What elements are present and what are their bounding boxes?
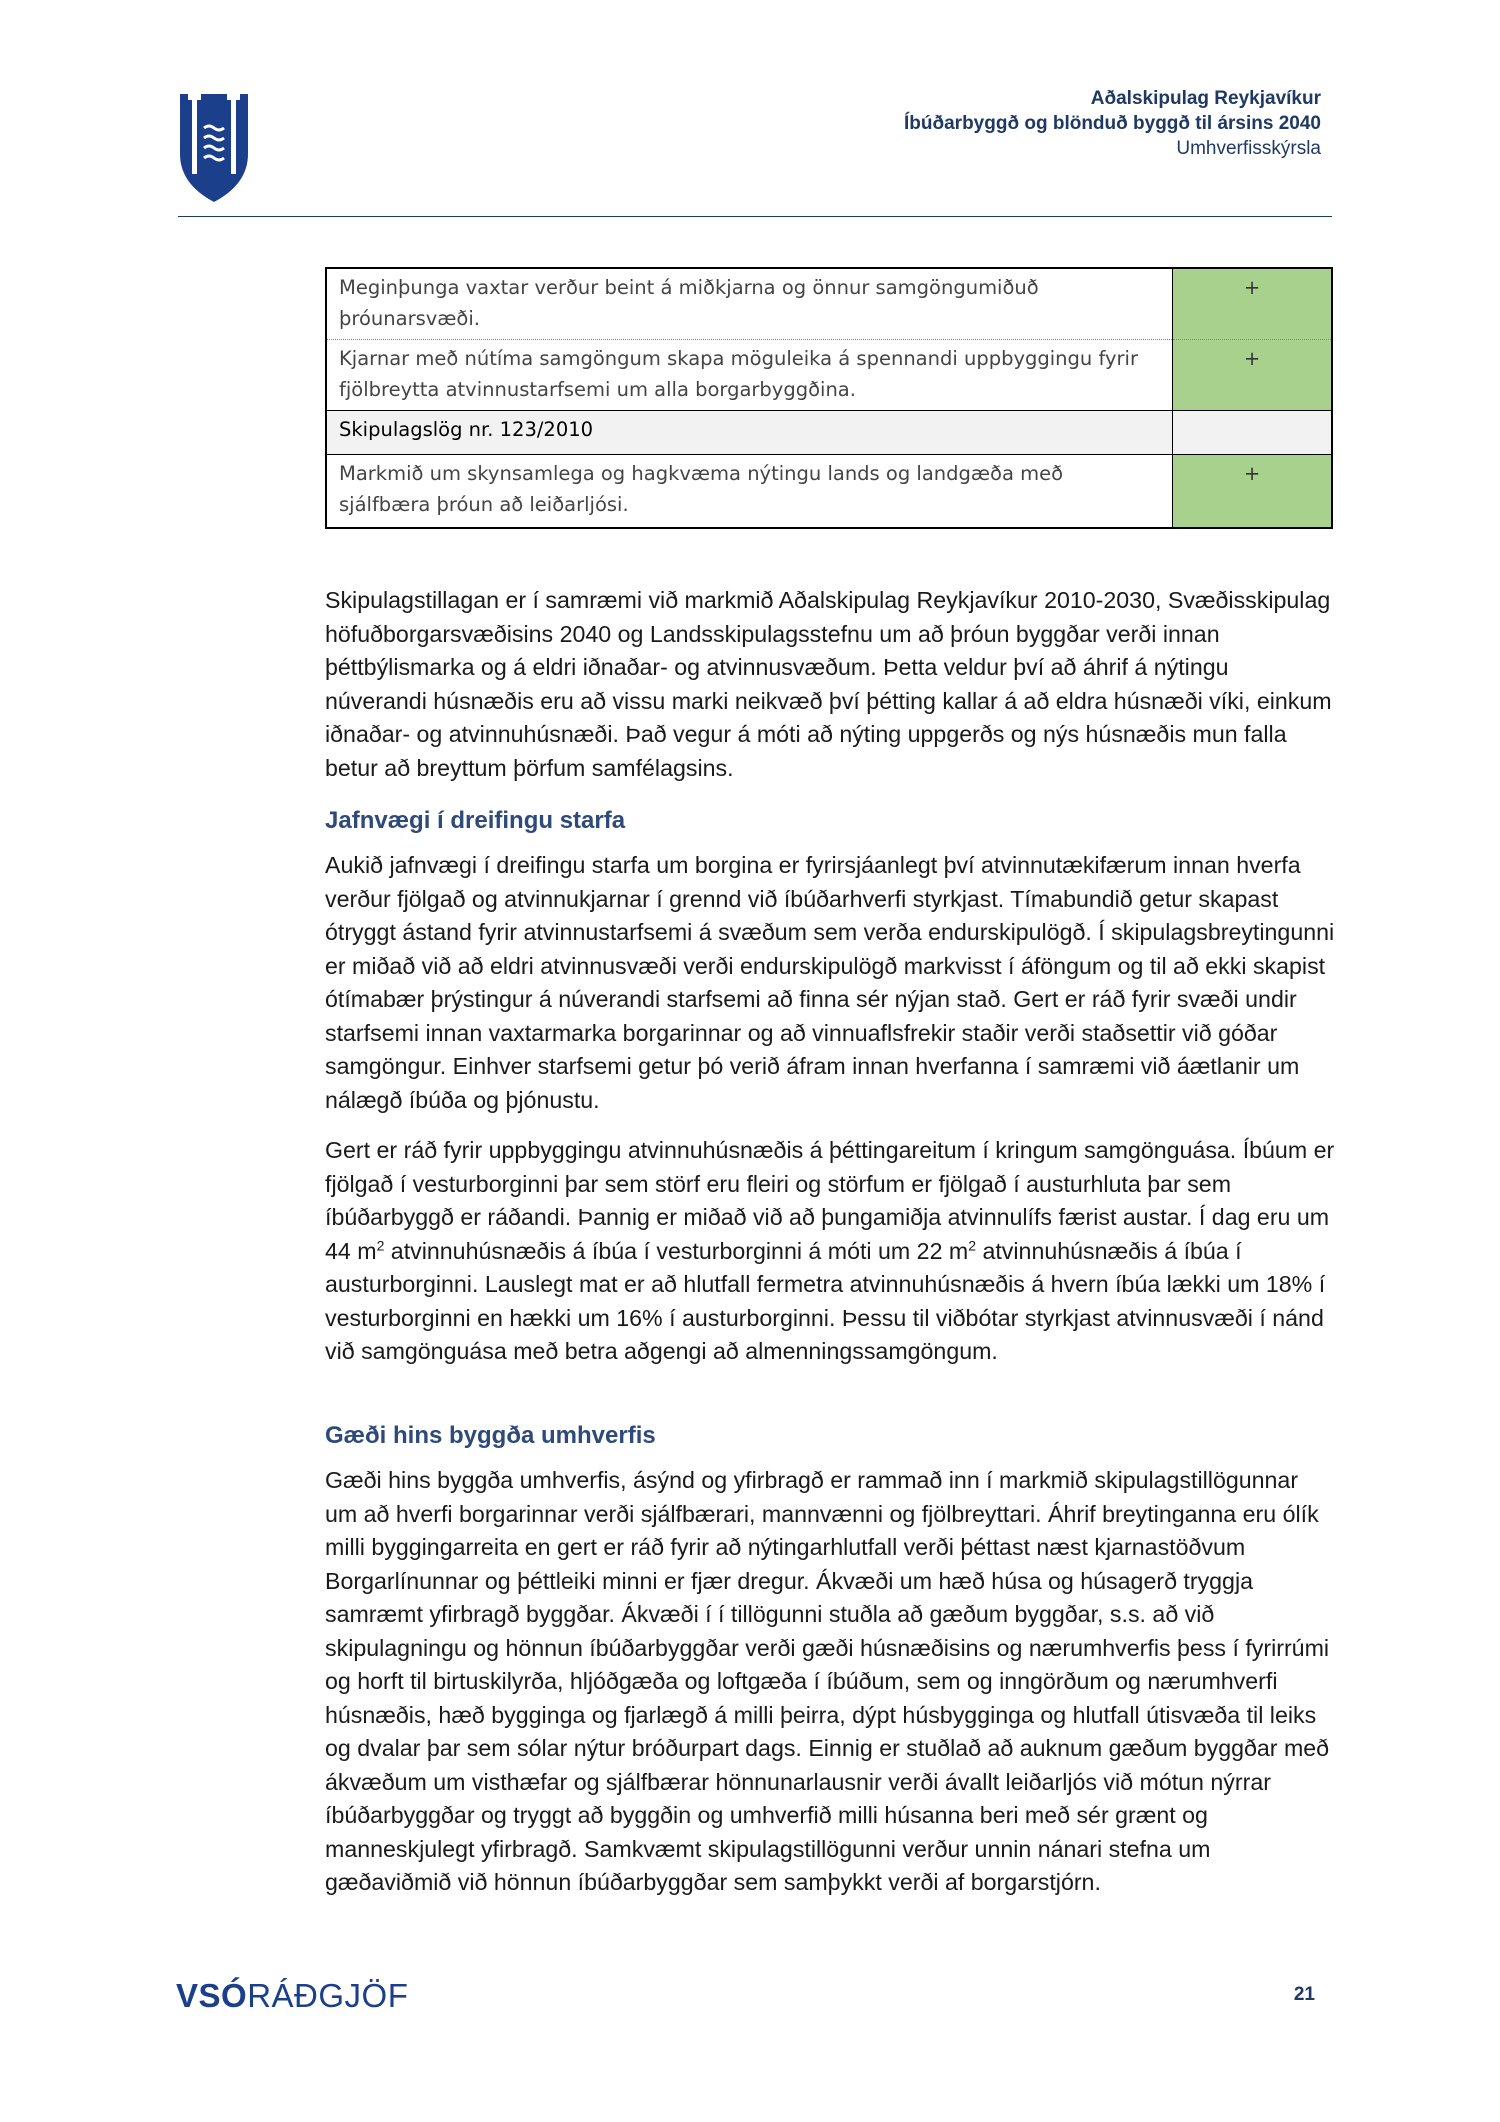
section-heading: Gæði hins byggða umhverfis: [325, 1422, 656, 1449]
vso-radgjof-logo: [176, 1977, 408, 2015]
evaluation-table: [325, 267, 1333, 529]
table-section-header: [326, 411, 1332, 455]
superscript: 2: [376, 1236, 385, 1253]
section-heading: Jafnvægi í dreifingu starfa: [325, 807, 626, 834]
paragraph: [325, 584, 1335, 785]
header-title: Aðalskipulag Reykjavíkur: [1090, 88, 1321, 109]
paragraph-text: Aukið jafnvægi í dreifingu starfa um borgina er fyrirsjáanlegt því atvinnutækifærum innan hverfa verður fjölgað og atvinnukjarnar í grennd við íbúðarhverfi styrkjast. Tímabundið getur skapast ótryggt ástand fyrir atvinnustarfsemi á svæðum sem verða endurskipulögð. Í skipulagsbreytingunni er miðað við að eldri atvinnusvæði verði endurskipulögð markvisst í áföngum og til að ekki skapist ótímabær þrýstingur á núverandi starfsemi að finna sér nýjan stað. Gert er ráð fyrir svæði undir starfsemi innan vaxtarmarka borgarinnar og að vinnuaflsfrekir staðir verði staðsettir við góðar samgöngur. Einhver starfsemi getur þó verið áfram innan hverfanna í samræmi við áætlanir um nálægð íbúða og þjónustu.: [325, 852, 1335, 1113]
table-cell-mark: [1173, 411, 1333, 455]
paragraph: [325, 1464, 1335, 1900]
brand-rest: RÁÐGJÖF: [247, 1977, 409, 2014]
table-row: [326, 340, 1332, 411]
reykjavik-coat-of-arms-logo: [178, 92, 250, 204]
brand-bold: VSÓ: [176, 1977, 248, 2014]
document-header: [904, 86, 1321, 161]
table-cell-text: Markmið um skynsamlega og hagkvæma nýtingu lands og landgæða með sjálfbæra þróun að leiðarljósi.: [339, 462, 1064, 516]
paragraph-segment: atvinnuhúsnæðis á íbúa í austurborginni. Lauslegt mat er að hlutfall fermetra atvinnuhúsnæðis á hvern íbúa lækki um 18% í vesturborginni en hækki um 16% í austurborginni. Þessu til viðbótar styrkjast atvinnusvæði í nánd við samgönguása með betra aðgengi að almenningssamgöngum.: [325, 1237, 1326, 1364]
table-cell-mark: +: [1173, 455, 1333, 529]
paragraph-text: Gæði hins byggða umhverfis, ásýnd og yfirbragð er rammað inn í markmið skipulagstillögunnar um að hverfi borgarinnar verði sjálfbærari, mannvænni og fjölbreyttari. Áhrif breytinganna eru ólík milli byggingarreita en gert er ráð fyrir að nýtingarhlutfall verði þéttast næst kjarnastöðvum Borgarlínunnar og þéttleiki minni er fjær dregur. Ákvæði um hæð húsa og húsagerð tryggja samræmt yfirbragð byggðar. Ákvæði í í tillögunni stuðla að gæðum byggðar, s.s. að við skipulagningu og hönnun íbúðarbyggðar verði gæði húsnæðisins og nærumhverfis þess í fyrirrúmi og horft til birtuskilyrða, hljóðgæða og loftgæða í íbúðum, sem og inngörðum og nærumhverfi húsnæðis, hæð bygginga og fjarlægð á milli þeirra, dýpt húsbygginga og hlutfall útisvæða til leiks og dvalar þar sem sólar nýtur bróðurpart dags. Einnig er stuðlað að auknum gæðum byggðar með ákvæðum um visthæfar og sjálfbærar hönnunarlausnir verði ávallt leiðarljós við mótun nýrrar íbúðarbyggðar og tryggt að byggðin og umhverfið milli húsanna beri með sér grænt og manneskjulegt yfirbragð. Samkvæmt skipulagstillögunni verður unnin nánari stefna um gæðaviðmið við hönnun íbúðarbyggðar sem samþykkt verði af borgarstjórn.: [325, 1467, 1330, 1895]
header-doc-type: Umhverfisskýrsla: [1176, 138, 1321, 159]
paragraph-segment: atvinnuhúsnæðis á íbúa í vesturborginni á móti um 22 m: [384, 1237, 969, 1264]
paragraph-text: Skipulagstillagan er í samræmi við markmið Aðalskipulag Reykjavíkur 2010-2030, Svæðisskipulag höfuðborgarsvæðisins 2040 og Landsskipulagsstefnu um að þróun byggðar verði innan þéttbýlismarka og á eldri iðnaðar- og atvinnusvæðum. Þetta veldur því að áhrif á nýtingu núverandi húsnæðis eru að vissu marki neikvæð því þétting kallar á að eldra húsnæði víki, einkum iðnaðar- og atvinnuhúsnæði. Það vegur á móti að nýting uppgerðs og nýs húsnæðis mun falla betur að breyttum þörfum samfélagsins.: [325, 587, 1332, 781]
table-cell-text: Meginþunga vaxtar verður beint á miðkjarna og önnur samgöngumiðuð þróunarsvæði.: [326, 268, 1173, 340]
paragraph-segment: Gert er ráð fyrir uppbyggingu atvinnuhúsnæðis á þéttingareitum í kringum samgönguása. Íbúum er fjölgað í vesturborginni þar sem störf eru fleiri og störfum er fjölgað í austurhluta þar sem íbúðarbyggð er ráðandi. Þannig er miðað við að þungamiðja atvinnulífs færist austar. Í dag eru um 44 m: [325, 1137, 1335, 1264]
table-cell-text: Kjarnar með nútíma samgöngum skapa möguleika á spennandi uppbyggingu fyrir fjölbreytta atvinnustarfsemi um alla borgarbyggðina.: [339, 347, 1138, 401]
paragraph: [325, 1134, 1335, 1369]
paragraph-text: [325, 1134, 1335, 1369]
table-row: [326, 455, 1332, 529]
header-subtitle: Íbúðarbyggð og blönduð byggð til ársins 2040: [904, 113, 1321, 134]
table-cell-text: Skipulagslög nr. 123/2010: [326, 411, 1173, 455]
paragraph: [325, 849, 1335, 1117]
page-number: 21: [1293, 1984, 1315, 2005]
superscript: 2: [968, 1236, 977, 1253]
table-row: [326, 268, 1332, 340]
table-cell-mark: +: [1173, 340, 1333, 411]
table-cell-mark: +: [1173, 268, 1333, 340]
header-divider: [178, 216, 1332, 217]
